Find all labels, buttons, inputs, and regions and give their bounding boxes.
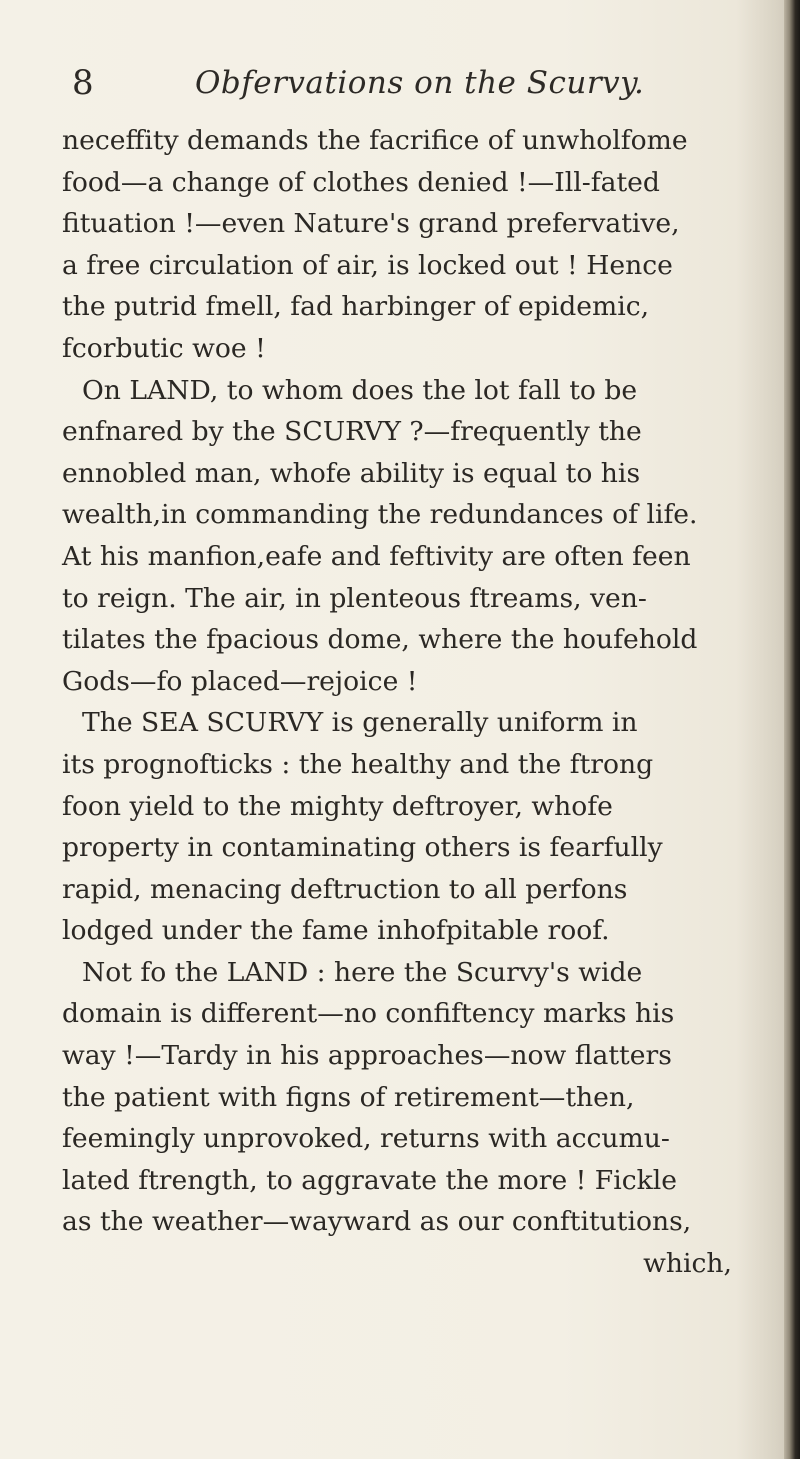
- text-line: a free circulation of air, is locked out ! Hence: [62, 249, 673, 281]
- text-line: Not fo the LAND : here the Scurvy's wide: [82, 956, 643, 988]
- text-line: way !—Tardy in his approaches—now flatters: [62, 1040, 672, 1072]
- text-line: property in contaminating others is fearfully: [62, 832, 663, 864]
- text-line: the patient with figns of retirement—then,: [62, 1081, 635, 1113]
- text-line: lated ftrength, to aggravate the more ! Fickle: [62, 1164, 677, 1196]
- text-line: the putrid fmell, fad harbinger of epidemic,: [62, 291, 650, 323]
- text-line: ennobled man, whofe ability is equal to his: [62, 457, 641, 489]
- text-line: rapid, menacing deftruction to all perfons: [62, 873, 628, 905]
- text-line: wealth,in commanding the redundances of life.: [62, 499, 698, 531]
- text-line: fcorbutic woe !: [62, 332, 266, 364]
- text-line: enfnared by the SCURVY ?—frequently the: [62, 416, 642, 448]
- text-line: At his manfion,eafe and feftivity are often feen: [62, 540, 691, 572]
- text-line: food—a change of clothes denied !—Ill-fated: [62, 166, 660, 198]
- text-line: neceffity demands the facrifice of unwholfome: [62, 125, 688, 156]
- text-line: The SEA SCURVY is generally uniform in: [82, 707, 638, 739]
- catchword: which,: [643, 1248, 732, 1280]
- text-line: feemingly unprovoked, returns with accumu-: [62, 1123, 670, 1155]
- text-line: domain is different—no confiftency marks his: [62, 998, 675, 1030]
- text-line: lodged under the fame inhofpitable roof.: [62, 915, 610, 947]
- text-line: On LAND, to whom does the lot fall to be: [82, 374, 638, 406]
- body-text: [60, 120, 780, 1285]
- text-line: to reign. The air, in plenteous ftreams, ven-: [62, 582, 647, 614]
- text-line: tilates the fpacious dome, where the houfehold: [62, 624, 698, 656]
- text-line: fituation !—even Nature's grand prefervative,: [62, 208, 680, 240]
- running-title: Obfervations on the Scurvy.: [195, 65, 645, 101]
- page-edge-shadow: [784, 0, 800, 1459]
- text-line: as the weather—wayward as our conftitutions,: [62, 1206, 692, 1238]
- page-number: 8: [72, 63, 94, 103]
- text-line: foon yield to the mighty deftroyer, whofe: [62, 790, 613, 822]
- page-header: [70, 58, 770, 108]
- text-line: Gods—fo placed—rejoice !: [62, 665, 418, 697]
- text-line: its prognofticks : the healthy and the ftrong: [62, 748, 654, 780]
